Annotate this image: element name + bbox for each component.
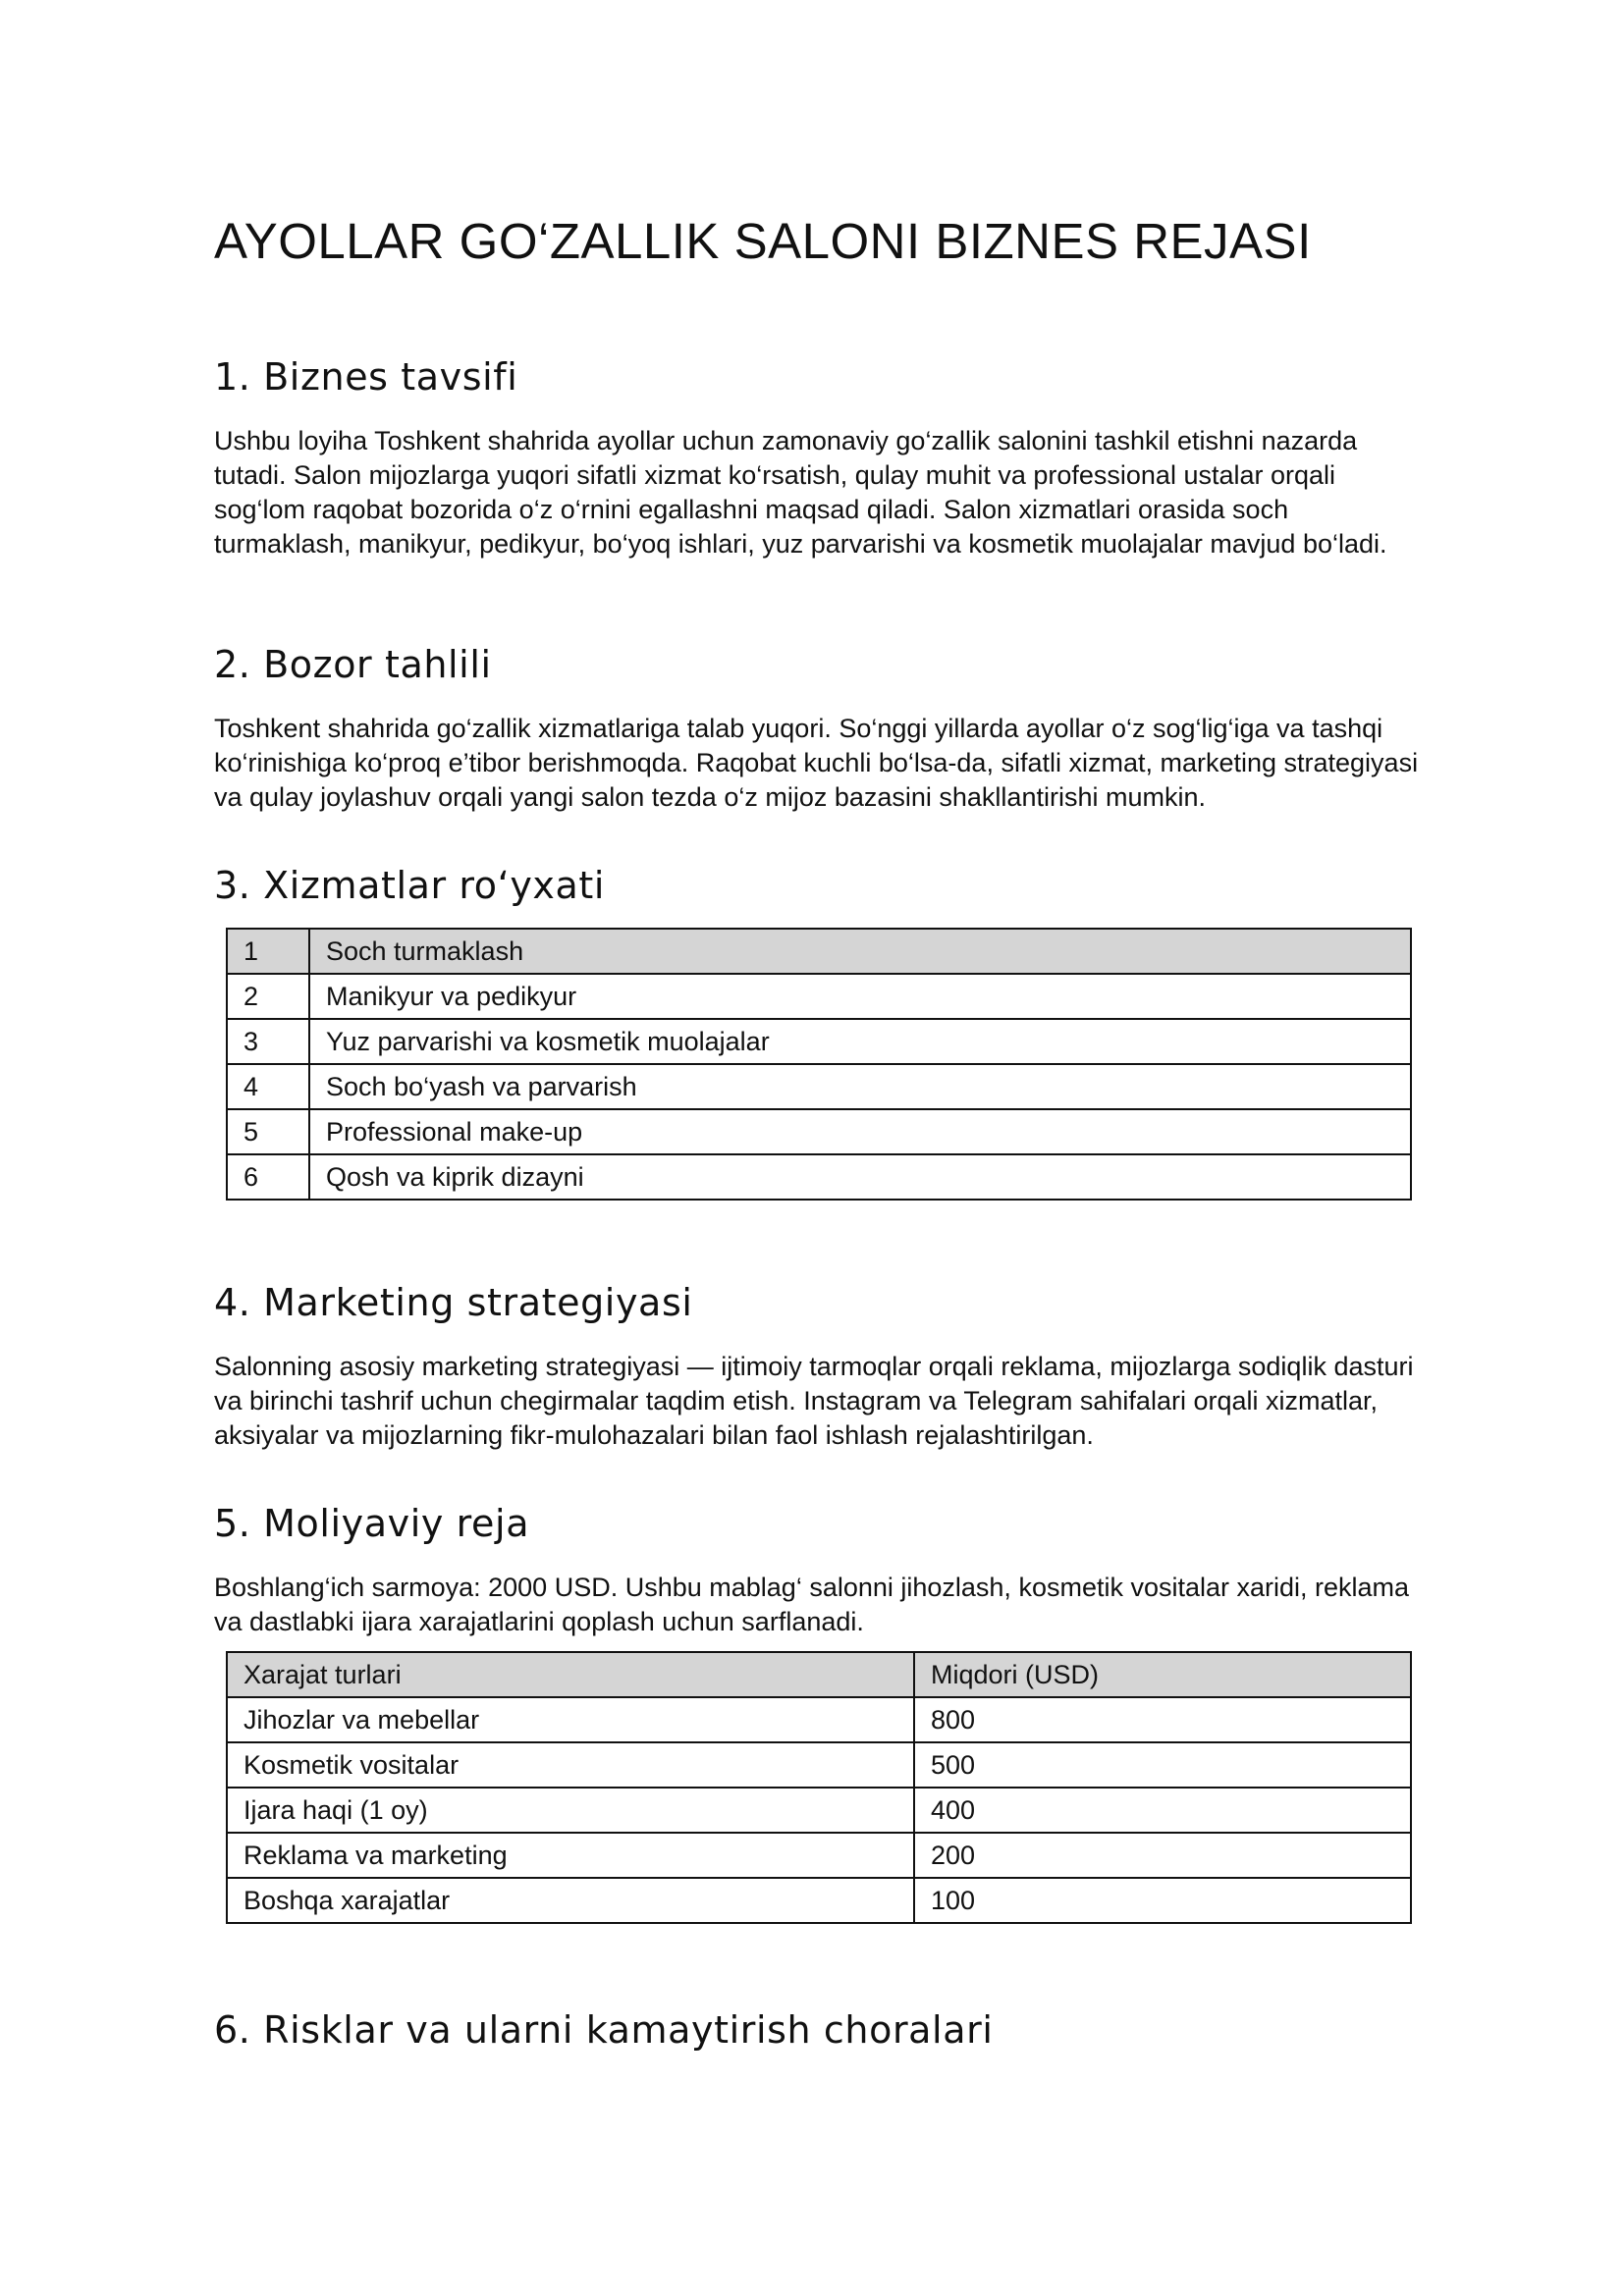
service-name: Professional make-up — [309, 1109, 1411, 1154]
service-number: 3 — [227, 1019, 309, 1064]
table-row — [227, 1833, 1411, 1878]
column-header-amount: Miqdori (USD) — [914, 1652, 1411, 1697]
table-row — [227, 929, 1411, 974]
expense-amount: 100 — [914, 1878, 1411, 1923]
expense-type: Kosmetik vositalar — [227, 1742, 914, 1788]
service-name: Soch bo‘yash va parvarish — [309, 1064, 1411, 1109]
section-heading-services-list: 3. Xizmatlar ro‘yxati — [214, 864, 606, 907]
table-row — [227, 974, 1411, 1019]
document-title: AYOLLAR GO‘ZALLIK SALONI BIZNES REJASI — [214, 213, 1312, 269]
section-paragraph-marketing-strategy: Salonning asosiy marketing strategiyasi — ijtimoiy tarmoqlar orqali reklama, mijozlarga sodiqlik dasturi va birinchi tashrif uchun chegirmalar taqdim etish. Instagram va Telegram sahifalari orqali xizmatlar, aksiyalar va mijozlarning fikr-mulohazalari bilan faol ishlash rejalashtirilgan. — [214, 1352, 1414, 1450]
expense-amount: 400 — [914, 1788, 1411, 1833]
column-header-expense-type: Xarajat turlari — [227, 1652, 914, 1697]
table-row — [227, 1064, 1411, 1109]
section-paragraph-market-analysis: Toshkent shahrida go‘zallik xizmatlariga talab yuqori. So‘nggi yillarda ayollar o‘z sog‘lig‘iga va tashqi ko‘rinishiga ko‘proq e’tibor berishmoqda. Raqobat kuchli bo‘lsa-da, sifatli xizmat, marketing strategiyasi va qulay joylashuv orqali yangi salon tezda o‘z mijoz bazasini shakllantirishi mumkin. — [214, 714, 1419, 812]
service-name: Manikyur va pedikyur — [309, 974, 1411, 1019]
table-row — [227, 1109, 1411, 1154]
service-number: 5 — [227, 1109, 309, 1154]
table-header-row — [227, 1652, 1411, 1697]
expense-type: Ijara haqi (1 oy) — [227, 1788, 914, 1833]
service-number: 6 — [227, 1154, 309, 1200]
service-number: 2 — [227, 974, 309, 1019]
expense-type: Reklama va marketing — [227, 1833, 914, 1878]
service-name: Soch turmaklash — [309, 929, 1411, 974]
table-row — [227, 1019, 1411, 1064]
service-name: Qosh va kiprik dizayni — [309, 1154, 1411, 1200]
section-heading-market-analysis: 2. Bozor tahlili — [214, 643, 492, 686]
table-row — [227, 1788, 1411, 1833]
section-heading-business-description: 1. Biznes tavsifi — [214, 355, 518, 399]
service-name: Yuz parvarishi va kosmetik muolajalar — [309, 1019, 1411, 1064]
table-row — [227, 1878, 1411, 1923]
section-paragraph-business-description: Ushbu loyiha Toshkent shahrida ayollar uchun zamonaviy go‘zallik salonini tashkil etishni nazarda tutadi. Salon mijozlarga yuqori sifatli xizmat ko‘rsatish, qulay muhit va professional ustalar orqali sog‘lom raqobat bozorida o‘z o‘rnini egallashni maqsad qiladi. Salon xizmatlari orasida soch turmaklash, manikyur, pedikyur, bo‘yoq ishlari, yuz parvarishi va kosmetik muolajalar mavjud bo‘ladi. — [214, 426, 1387, 559]
service-number: 4 — [227, 1064, 309, 1109]
section-heading-risks: 6. Risklar va ularni kamaytirish choralari — [214, 2008, 994, 2052]
table-row — [227, 1154, 1411, 1200]
section-paragraph-financial-plan: Boshlang‘ich sarmoya: 2000 USD. Ushbu mablag‘ salonni jihozlash, kosmetik vositalar xaridi, reklama va dastlabki ijara xarajatlarini qoplash uchun sarflanadi. — [214, 1573, 1410, 1636]
expense-type: Boshqa xarajatlar — [227, 1878, 914, 1923]
expense-amount: 200 — [914, 1833, 1411, 1878]
services-table — [226, 928, 1412, 1201]
table-row — [227, 1742, 1411, 1788]
expense-amount: 800 — [914, 1697, 1411, 1742]
section-heading-financial-plan: 5. Moliyaviy reja — [214, 1502, 530, 1545]
expense-amount: 500 — [914, 1742, 1411, 1788]
table-row — [227, 1697, 1411, 1742]
expense-type: Jihozlar va mebellar — [227, 1697, 914, 1742]
expenses-table — [226, 1651, 1412, 1924]
service-number: 1 — [227, 929, 309, 974]
section-heading-marketing-strategy: 4. Marketing strategiyasi — [214, 1281, 693, 1324]
